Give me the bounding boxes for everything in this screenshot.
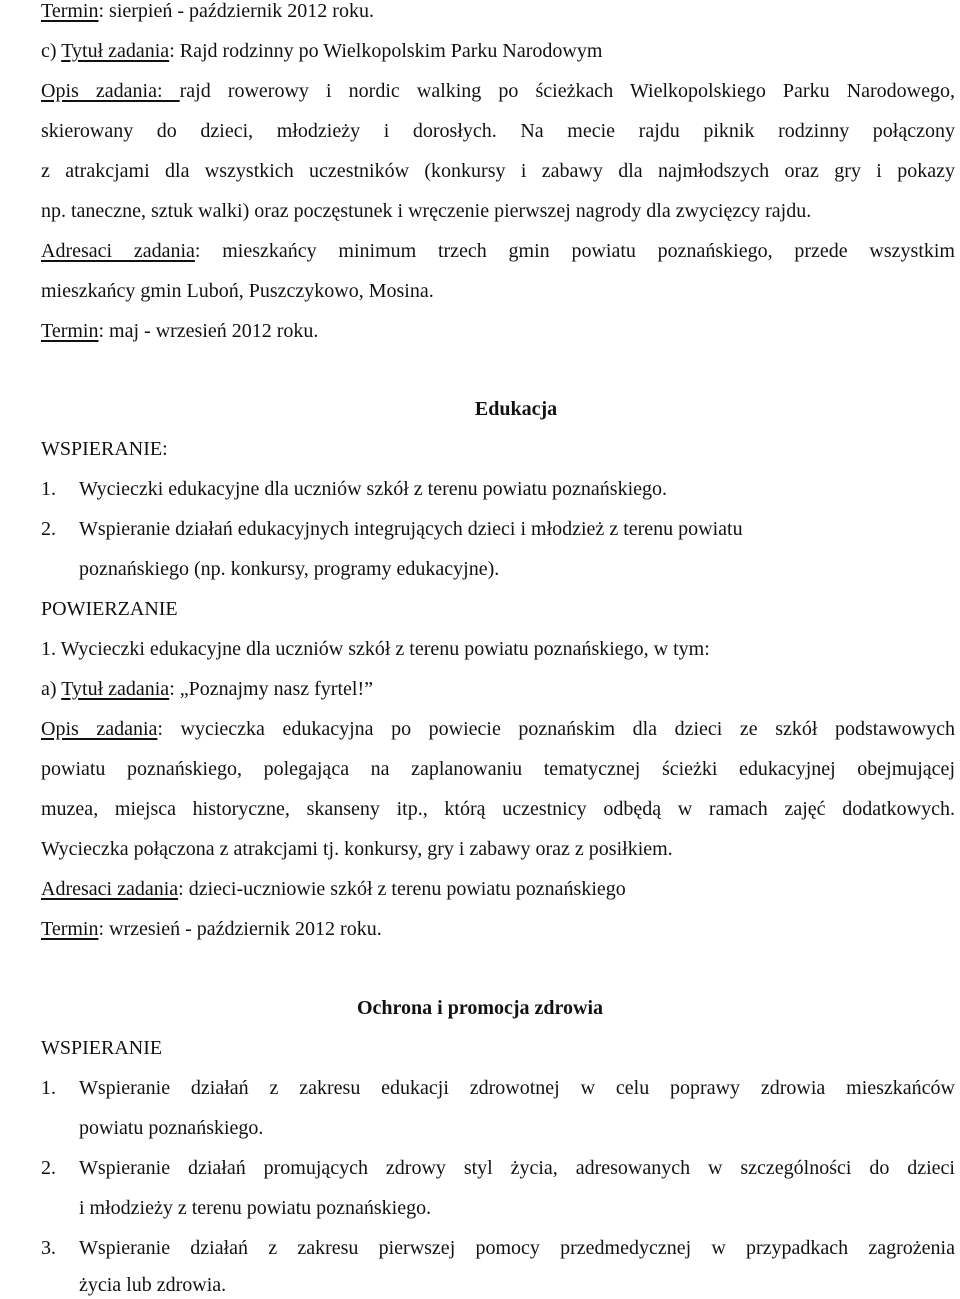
termin-label: Termin (41, 0, 99, 22)
list-item-number: 2. (41, 518, 56, 540)
termin-value: : wrzesień - październik 2012 roku. (98, 918, 382, 940)
opis-label: Opis zadania: (41, 80, 180, 102)
opis-line-3: muzea, miejsca historyczne, skanseny itp., którą uczestnicy odbędą w ramach zajęć dodatkowych. (41, 798, 955, 820)
list-item: Wspieranie działań z zakresu pierwszej pomocy przedmedycznej w przypadkach zagrożenia (79, 1237, 955, 1259)
section-heading-edukacja: Edukacja (474, 398, 558, 420)
termin-label: Termin (41, 918, 99, 940)
tytul-label: Tytuł zadania (61, 40, 170, 62)
list-item: Wspieranie działań z zakresu edukacji zdrowotnej w celu poprawy zdrowia mieszkańców (79, 1077, 955, 1099)
adresaci-line (41, 876, 626, 902)
opis-line-4: np. taneczne, sztuk walki) oraz poczęstunek i wręczenie pierwszej nagrody dla zwycięzcy rajdu. (41, 200, 812, 222)
list-item: Wspieranie działań edukacyjnych integrujących dzieci i młodzież z terenu powiatu (79, 518, 743, 540)
opis-text: rajd rowerowy i nordic walking po ścieżkach Wielkopolskiego Parku Narodowego, (179, 80, 955, 102)
task-a-title (41, 676, 373, 702)
opis-line-2: powiatu poznańskiego, polegająca na zaplanowaniu tematycznej ścieżki edukacyjnej obejmującej (41, 758, 955, 780)
tytul-value: : „Poznajmy nasz fyrtel!” (169, 678, 373, 700)
tytul-value: : Rajd rodzinny po Wielkopolskim Parku Narodowym (169, 40, 603, 62)
termin-value: : sierpień - październik 2012 roku. (98, 0, 374, 22)
adresaci-line-2: mieszkańcy gmin Luboń, Puszczykowo, Mosina. (41, 280, 434, 302)
adresaci-text: : mieszkańcy minimum trzech gmin powiatu poznańskiego, przede wszystkim (194, 240, 955, 262)
opis-line-1 (41, 716, 955, 742)
opis-line-3: z atrakcjami dla wszystkich uczestników (konkursy i zabawy dla najmłodszych oraz gry i pokazy (41, 160, 955, 182)
adresaci-label: Adresaci zadania (41, 240, 195, 262)
tytul-label: Tytuł zadania (61, 678, 170, 700)
opis-line-2: skierowany do dzieci, młodzieży i dorosłych. Na mecie rajdu piknik rodzinny połączony (41, 120, 955, 142)
opis-text: : wycieczka edukacyjna po powiecie poznańskim dla dzieci ze szkół podstawowych (157, 718, 955, 740)
powierzanie-label: POWIERZANIE (41, 598, 178, 620)
task-c-title (41, 38, 602, 64)
task-a-prefix: a) (41, 678, 62, 700)
termin-label: Termin (41, 320, 99, 342)
opis-line-4: Wycieczka połączona z atrakcjami tj. konkursy, gry i zabawy oraz z posiłkiem. (41, 838, 673, 860)
termin-line-prev (41, 0, 374, 24)
task-c-prefix: c) (41, 40, 62, 62)
list-item-number: 2. (41, 1157, 56, 1179)
list-item: Wycieczki edukacyjne dla uczniów szkół z terenu powiatu poznańskiego. (79, 478, 668, 500)
list-item-continuation: poznańskiego (np. konkursy, programy edukacyjne). (79, 558, 500, 580)
list-item-number: 1. (41, 478, 56, 500)
adresaci-label: Adresaci zadania (41, 878, 179, 900)
list-item-continuation: i młodzieży z terenu powiatu poznańskiego. (79, 1197, 432, 1219)
adresaci-value: : dzieci-uczniowie szkół z terenu powiatu poznańskiego (178, 878, 626, 900)
termin-line-a (41, 916, 382, 942)
termin-value: : maj - wrzesień 2012 roku. (98, 320, 319, 342)
list-item-continuation: powiatu poznańskiego. (79, 1117, 264, 1139)
powierzanie-item: 1. Wycieczki edukacyjne dla uczniów szkół z terenu powiatu poznańskiego, w tym: (41, 638, 710, 660)
termin-line-c (41, 318, 318, 344)
opis-line-1 (41, 78, 955, 104)
adresaci-line-1 (41, 238, 955, 264)
list-item: Wspieranie działań promujących zdrowy styl życia, adresowanych w szczególności do dzieci (79, 1157, 955, 1179)
wspieranie-label: WSPIERANIE (41, 1037, 163, 1059)
list-item-continuation: życia lub zdrowia. (79, 1274, 227, 1296)
list-item-number: 3. (41, 1237, 56, 1259)
list-item-number: 1. (41, 1077, 56, 1099)
section-heading-zdrowie: Ochrona i promocja zdrowia (356, 997, 604, 1019)
wspieranie-label: WSPIERANIE: (41, 438, 168, 460)
opis-label: Opis zadania (41, 718, 158, 740)
